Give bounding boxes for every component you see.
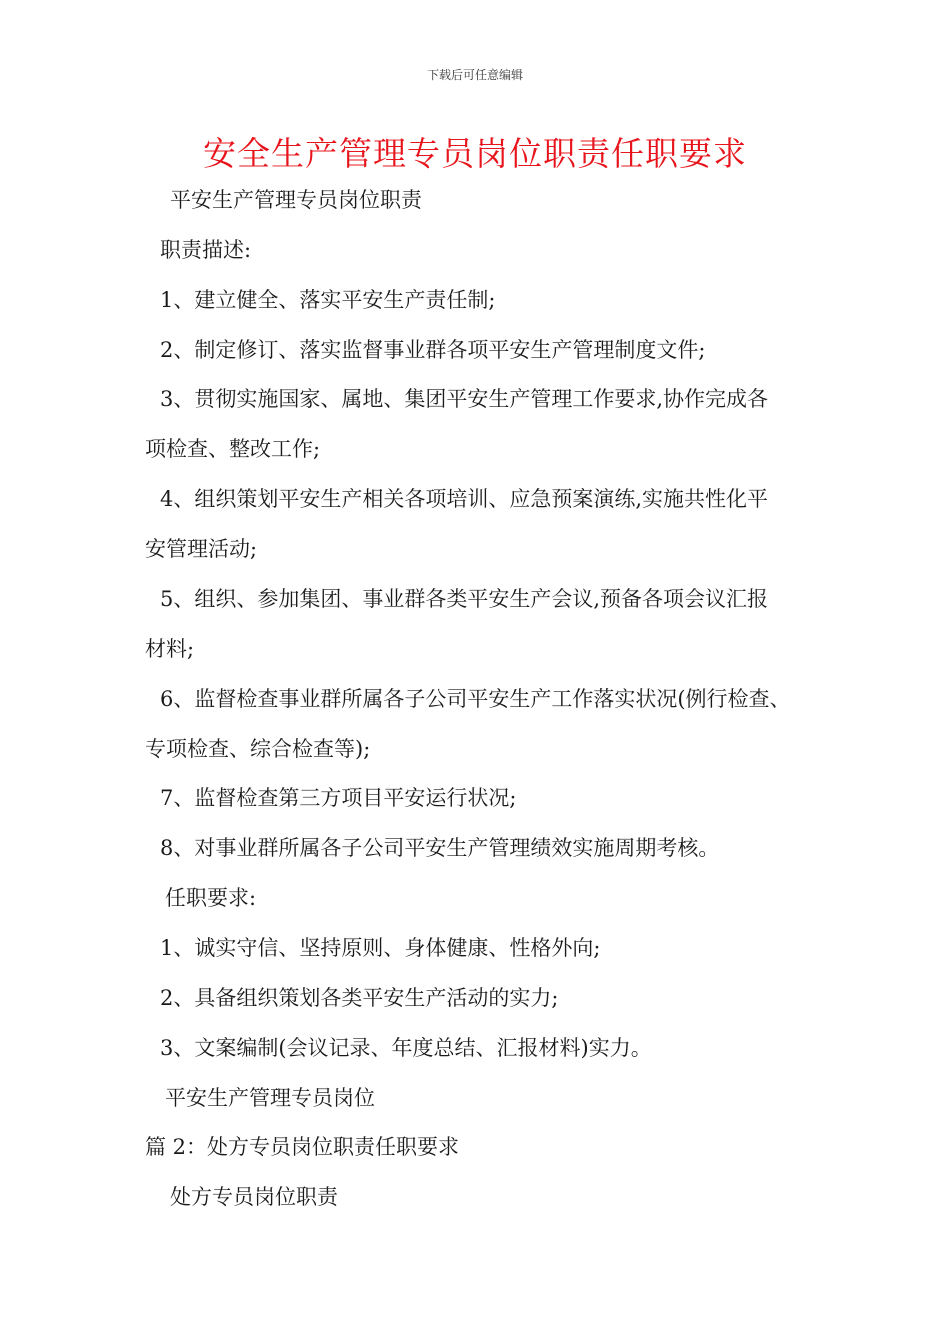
section-closing-title: 平安生产管理专员岗位 [165,1086,375,1110]
duty-item-1: 1、建立健全、落实平安生产责任制; [160,288,496,312]
subheading-requirements: 任职要求: [165,886,257,910]
section-heading-1: 平安生产管理专员岗位职责 [170,188,422,212]
section-heading-2: 处方专员岗位职责 [170,1185,338,1209]
duty-item-3: 3、贯彻实施国家、属地、集团平安生产管理工作要求,协作完成各 [160,387,769,411]
header-note: 下载后可任意编辑 [426,68,523,82]
chapter-2-title: 篇 2：处方专员岗位职责任职要求 [145,1135,460,1159]
subheading-duties: 职责描述: [160,238,252,262]
duty-item-5-continued: 材料; [145,637,195,661]
duty-item-4-continued: 安管理活动; [145,537,258,561]
requirement-item-2: 2、具备组织策划各类平安生产活动的实力; [160,986,559,1010]
duty-item-2: 2、制定修订、落实监督事业群各项平安生产管理制度文件; [160,338,706,362]
duty-item-5: 5、组织、参加集团、事业群各类平安生产会议,预备各项会议汇报 [160,587,769,611]
duty-item-8: 8、对事业群所属各子公司平安生产管理绩效实施周期考核。 [160,836,720,860]
duty-item-3-continued: 项检查、整改工作; [145,437,321,461]
requirement-item-3: 3、文案编制(会议记录、年度总结、汇报材料)实力。 [160,1036,652,1060]
duty-item-7: 7、监督检查第三方项目平安运行状况; [160,786,517,810]
duty-item-6-continued: 专项检查、综合检查等); [145,737,371,761]
requirement-item-1: 1、诚实守信、坚持原则、身体健康、性格外向; [160,936,601,960]
document-title: 安全生产管理专员岗位职责任职要求 [203,134,747,173]
duty-item-4: 4、组织策划平安生产相关各项培训、应急预案演练,实施共性化平 [160,487,769,511]
duty-item-6: 6、监督检查事业群所属各子公司平安生产工作落实状况(例行检查、 [160,687,791,711]
